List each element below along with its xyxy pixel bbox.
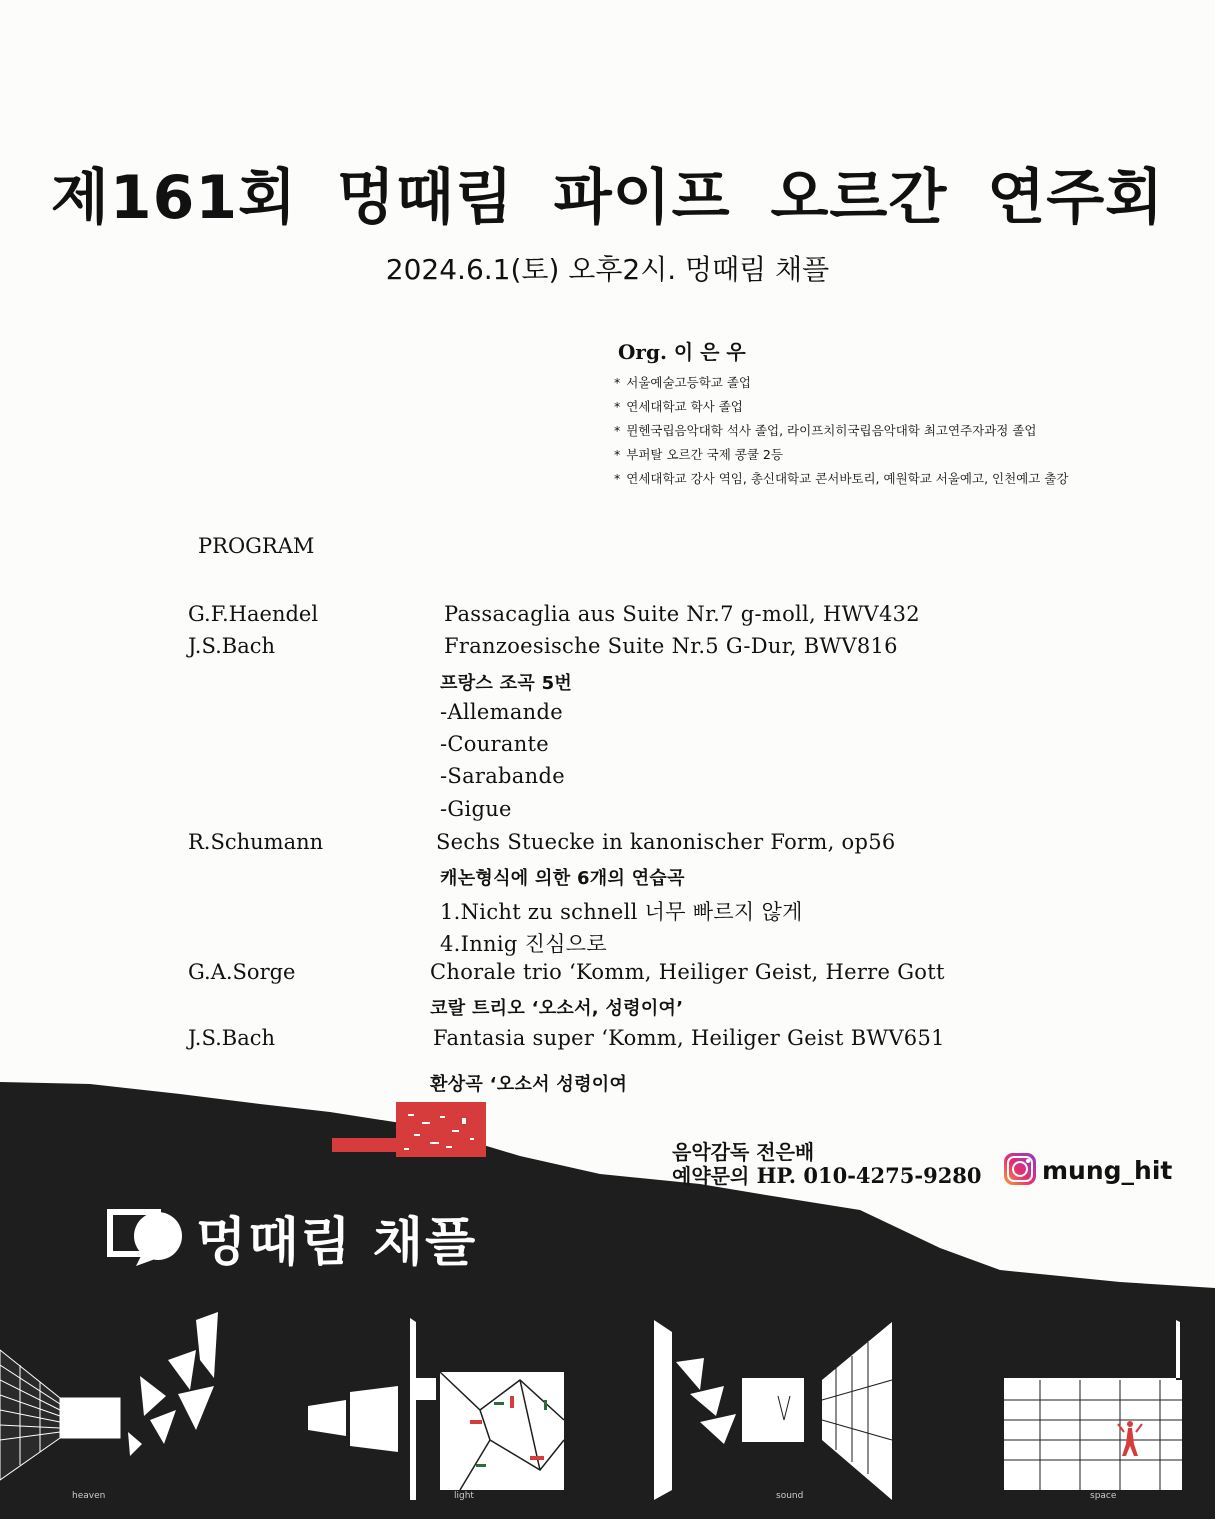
bio-item: * 연세대학교 학사 졸업 bbox=[614, 399, 743, 414]
movement: -Courante bbox=[440, 732, 549, 756]
bio-item: * 서울예술고등학교 졸업 bbox=[614, 375, 751, 390]
music-director: 음악감독 전은배 bbox=[672, 1140, 815, 1164]
work-title-korean: 프랑스 조곡 5번 bbox=[440, 673, 573, 694]
work-title-korean: 캐논형식에 의한 6개의 연습곡 bbox=[440, 868, 685, 889]
bio-item: * 부퍼탈 오르간 국제 콩쿨 2등 bbox=[614, 447, 783, 462]
work-title: Fantasia super ‘Komm, Heiliger Geist BWV651 bbox=[433, 1026, 945, 1050]
work-title-korean: 환상곡 ‘오소서 성령이여 bbox=[430, 1074, 628, 1095]
asterisk-icon: * bbox=[614, 471, 621, 486]
performer-name: Org. 이 은 우 bbox=[618, 340, 746, 364]
work-title: Franzoesische Suite Nr.5 G-Dur, BWV816 bbox=[444, 634, 898, 658]
composer-name: R.Schumann bbox=[188, 830, 324, 854]
asterisk-icon: * bbox=[614, 447, 621, 462]
performer-bio bbox=[614, 374, 1068, 494]
instagram-handle: mung_hit bbox=[1042, 1156, 1173, 1185]
movement: 4.Innig 진심으로 bbox=[440, 932, 607, 956]
bio-item: * 연세대학교 강사 역임, 총신대학교 콘서바토리, 예원학교 서울예고, 인천예고 출강 bbox=[614, 471, 1069, 486]
composer-name: J.S.Bach bbox=[188, 1026, 276, 1050]
reservation-info bbox=[672, 1160, 982, 1189]
work-title-korean: 코랄 트리오 ‘오소서, 성령이여’ bbox=[430, 998, 684, 1019]
reservation-phone: HP. 010-4275-9280 bbox=[756, 1163, 982, 1188]
reservation-label: 예약문의 bbox=[672, 1164, 750, 1188]
program-heading: PROGRAM bbox=[198, 534, 315, 558]
asterisk-icon: * bbox=[614, 399, 621, 414]
bio-item: * 뮌헨국립음악대학 석사 졸업, 라이프치히국립음악대학 최고연주자과정 졸업 bbox=[614, 423, 1037, 438]
movement: 1.Nicht zu schnell 너무 빠르지 않게 bbox=[440, 900, 803, 924]
chapel-logo-text: 멍때림 채플 bbox=[196, 1213, 478, 1273]
svg-text:space: space bbox=[1090, 1491, 1117, 1501]
svg-text:light: light bbox=[454, 1491, 474, 1501]
svg-text:heaven: heaven bbox=[72, 1491, 106, 1501]
movement: -Allemande bbox=[440, 700, 563, 724]
work-title: Sechs Stuecke in kanonischer Form, op56 bbox=[436, 830, 896, 854]
asterisk-icon: * bbox=[614, 423, 621, 438]
event-date-venue: 2024.6.1(토) 오후2시. 멍때림 채플 bbox=[385, 253, 830, 286]
composer-name: G.F.Haendel bbox=[188, 602, 319, 626]
svg-text:sound: sound bbox=[776, 1491, 804, 1501]
work-title: Passacaglia aus Suite Nr.7 g-moll, HWV432 bbox=[444, 602, 920, 626]
work-title: Chorale trio ‘Komm, Heiliger Geist, Herre Gott bbox=[430, 960, 945, 984]
composer-name: G.A.Sorge bbox=[188, 960, 296, 984]
instagram-icon bbox=[1004, 1153, 1036, 1185]
composer-name: J.S.Bach bbox=[188, 634, 276, 658]
movement: -Sarabande bbox=[440, 764, 565, 788]
asterisk-icon: * bbox=[614, 375, 621, 390]
page-title: 제161회 멍때림 파이프 오르간 연주회 bbox=[50, 163, 1165, 233]
chapel-illustration bbox=[0, 1060, 1215, 1519]
movement: -Gigue bbox=[440, 797, 512, 821]
